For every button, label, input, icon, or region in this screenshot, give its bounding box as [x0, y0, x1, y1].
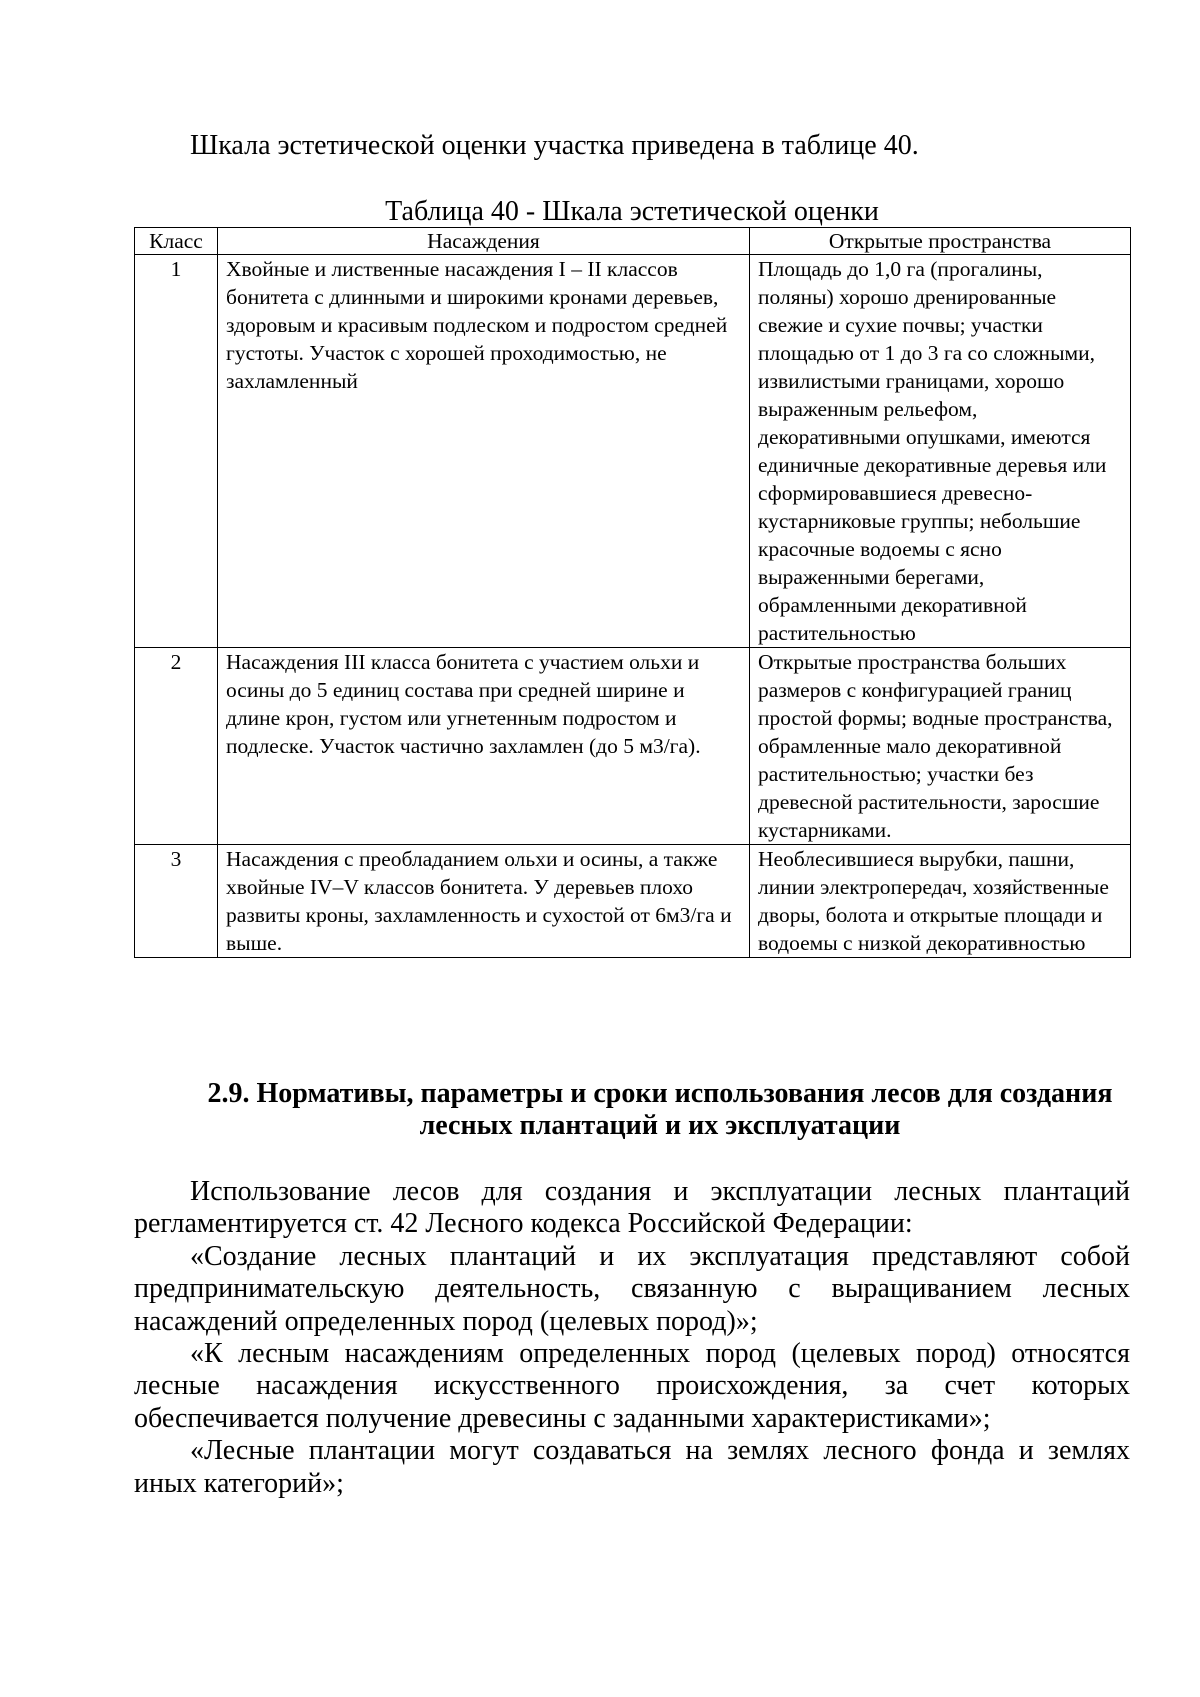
cell-open-spaces: Открытые пространства больших размеров с конфигурацией границ простой формы; водные пространства, обрамленные мало декоративной растительностью; участки без древесной растительности, заросшие кустарниками. — [750, 648, 1131, 845]
section-heading: 2.9. Нормативы, параметры и сроки использования лесов для создания лесных плантаций и их эксплуатации — [207, 1078, 1113, 1141]
cell-stands: Насаждения с преобладанием ольхи и осины, а также хвойные IV–V классов бонитета. У деревьев плохо развиты кроны, захламленность и сухостой от 6м3/га и выше. — [218, 845, 750, 958]
cell-class: 1 — [135, 255, 218, 648]
header-class: Класс — [135, 228, 218, 255]
aesthetic-scale-table — [134, 227, 1131, 958]
body-paragraph: «К лесным насаждениям определенных пород (целевых пород) относятся лесные насаждения искусственного происхождения, за счет которых обеспечивается получение древесины с заданными характеристиками»; — [134, 1338, 1130, 1434]
table-row — [135, 255, 1131, 648]
section-body — [134, 1176, 1130, 1500]
table-row — [135, 648, 1131, 845]
body-paragraph: Использование лесов для создания и эксплуатации лесных плантаций регламентируется ст. 42 Лесного кодекса Российской Федерации: — [134, 1176, 1130, 1240]
header-open-spaces: Открытые пространства — [750, 228, 1131, 255]
cell-stands: Хвойные и лиственные насаждения I – II классов бонитета с длинными и широкими кронами деревьев, здоровым и красивым подлеском и подростом средней густоты. Участок с хорошей проходимостью, не захламленный — [218, 255, 750, 648]
intro-paragraph: Шкала эстетической оценки участка приведена в таблице 40. — [190, 130, 919, 161]
cell-class: 2 — [135, 648, 218, 845]
cell-open-spaces: Площадь до 1,0 га (прогалины, поляны) хорошо дренированные свежие и сухие почвы; участки площадью от 1 до 3 га со сложными, извилистыми границами, хорошо выраженным рельефом, декоративными опушками, имеются единичные декоративные деревья или сформировавшиеся древесно-кустарниковые группы; небольшие красочные водоемы с ясно выраженными берегами, обрамленными декоративной растительностью — [750, 255, 1131, 648]
cell-stands: Насаждения III класса бонитета с участием ольхи и осины до 5 единиц состава при средней ширине и длине крон, густом или угнетенным подростом и подлеске. Участок частично захламлен (до 5 м3/га). — [218, 648, 750, 845]
body-paragraph: «Лесные плантации могут создаваться на землях лесного фонда и землях иных категорий»; — [134, 1435, 1130, 1499]
cell-class: 3 — [135, 845, 218, 958]
body-paragraph: «Создание лесных плантаций и их эксплуатация представляют собой предпринимательскую деятельность, связанную с выращиванием лесных насаждений определенных пород (целевых пород)»; — [134, 1240, 1130, 1337]
cell-open-spaces: Необлесившиеся вырубки, пашни, линии электропередач, хозяйственные дворы, болота и открытые площади и водоемы с низкой декоративностью — [750, 845, 1131, 958]
header-stands: Насаждения — [218, 228, 750, 255]
table-caption: Таблица 40 - Шкала эстетической оценки — [385, 196, 879, 227]
table-header-row — [135, 228, 1131, 255]
table-row — [135, 845, 1131, 958]
